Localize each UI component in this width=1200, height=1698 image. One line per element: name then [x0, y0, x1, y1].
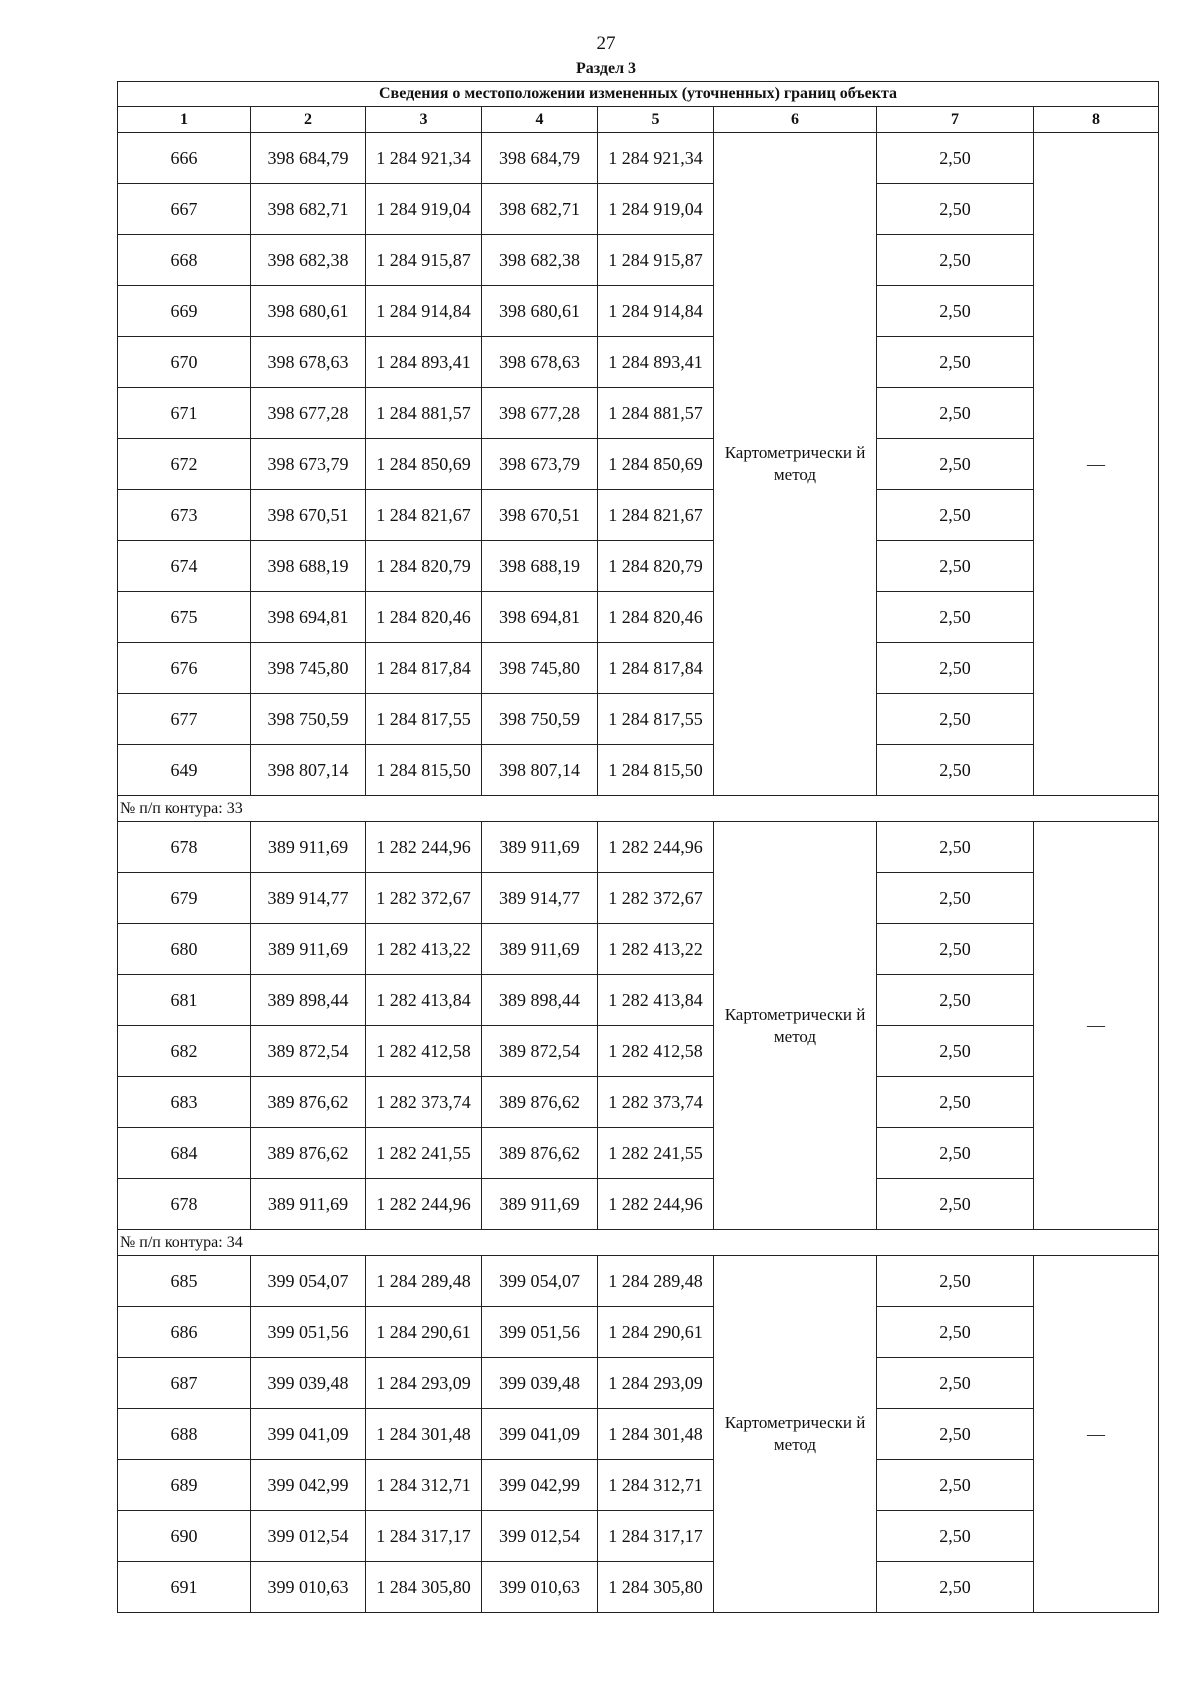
table-row	[118, 235, 1159, 286]
point-number-cell: 670	[118, 337, 251, 388]
x-new-cell: 398 684,79	[482, 133, 598, 184]
table-row	[118, 643, 1159, 694]
column-number-2: 2	[251, 107, 366, 133]
table-row	[118, 439, 1159, 490]
x-existing-cell: 399 012,54	[251, 1511, 366, 1562]
precision-cell: 2,50	[877, 1460, 1034, 1511]
column-number-1: 1	[118, 107, 251, 133]
contour-label: № п/п контура: 34	[118, 1230, 1159, 1256]
y-new-cell: 1 284 914,84	[598, 286, 714, 337]
y-existing-cell: 1 284 921,34	[366, 133, 482, 184]
x-new-cell: 399 012,54	[482, 1511, 598, 1562]
y-new-cell: 1 284 893,41	[598, 337, 714, 388]
point-number-cell: 687	[118, 1358, 251, 1409]
y-existing-cell: 1 284 305,80	[366, 1562, 482, 1613]
x-existing-cell: 399 010,63	[251, 1562, 366, 1613]
precision-cell: 2,50	[877, 975, 1034, 1026]
x-new-cell: 398 807,14	[482, 745, 598, 796]
table-row	[118, 745, 1159, 796]
x-new-cell: 398 688,19	[482, 541, 598, 592]
x-existing-cell: 389 911,69	[251, 822, 366, 873]
point-number-cell: 689	[118, 1460, 251, 1511]
x-existing-cell: 399 051,56	[251, 1307, 366, 1358]
point-number-cell: 674	[118, 541, 251, 592]
point-number-cell: 678	[118, 822, 251, 873]
x-existing-cell: 389 914,77	[251, 873, 366, 924]
y-existing-cell: 1 284 312,71	[366, 1460, 482, 1511]
table-row	[118, 1128, 1159, 1179]
precision-cell: 2,50	[877, 490, 1034, 541]
table-row	[118, 133, 1159, 184]
y-existing-cell: 1 282 244,96	[366, 1179, 482, 1230]
x-new-cell: 399 039,48	[482, 1358, 598, 1409]
x-existing-cell: 398 677,28	[251, 388, 366, 439]
point-number-cell: 680	[118, 924, 251, 975]
point-number-cell: 673	[118, 490, 251, 541]
y-new-cell: 1 284 817,55	[598, 694, 714, 745]
x-new-cell: 398 682,38	[482, 235, 598, 286]
contour-label-row	[118, 1230, 1159, 1256]
column-number-3: 3	[366, 107, 482, 133]
x-new-cell: 398 682,71	[482, 184, 598, 235]
y-existing-cell: 1 282 372,67	[366, 873, 482, 924]
y-existing-cell: 1 284 893,41	[366, 337, 482, 388]
y-new-cell: 1 284 817,84	[598, 643, 714, 694]
y-new-cell: 1 284 921,34	[598, 133, 714, 184]
precision-cell: 2,50	[877, 337, 1034, 388]
y-new-cell: 1 284 301,48	[598, 1409, 714, 1460]
precision-cell: 2,50	[877, 184, 1034, 235]
table-row	[118, 1026, 1159, 1077]
y-new-cell: 1 284 312,71	[598, 1460, 714, 1511]
table-row	[118, 975, 1159, 1026]
x-existing-cell: 399 054,07	[251, 1256, 366, 1307]
precision-cell: 2,50	[877, 822, 1034, 873]
y-new-cell: 1 282 412,58	[598, 1026, 714, 1077]
point-number-cell: 684	[118, 1128, 251, 1179]
precision-cell: 2,50	[877, 1562, 1034, 1613]
boundary-coordinates-table	[117, 81, 1159, 1613]
x-new-cell: 399 042,99	[482, 1460, 598, 1511]
table-caption: Сведения о местоположении измененных (уточненных) границ объекта	[118, 82, 1159, 107]
precision-cell: 2,50	[877, 873, 1034, 924]
y-existing-cell: 1 284 881,57	[366, 388, 482, 439]
column-number-8: 8	[1034, 107, 1159, 133]
x-existing-cell: 399 039,48	[251, 1358, 366, 1409]
y-existing-cell: 1 284 820,46	[366, 592, 482, 643]
y-existing-cell: 1 284 301,48	[366, 1409, 482, 1460]
table-row	[118, 388, 1159, 439]
x-new-cell: 389 911,69	[482, 822, 598, 873]
point-number-cell: 677	[118, 694, 251, 745]
x-existing-cell: 398 807,14	[251, 745, 366, 796]
point-number-cell: 667	[118, 184, 251, 235]
table-row	[118, 1409, 1159, 1460]
y-existing-cell: 1 284 914,84	[366, 286, 482, 337]
table-row	[118, 1256, 1159, 1307]
y-new-cell: 1 282 241,55	[598, 1128, 714, 1179]
y-existing-cell: 1 282 413,84	[366, 975, 482, 1026]
column-number-row	[118, 107, 1159, 133]
x-existing-cell: 399 041,09	[251, 1409, 366, 1460]
precision-cell: 2,50	[877, 1256, 1034, 1307]
x-new-cell: 398 694,81	[482, 592, 598, 643]
table-row	[118, 1077, 1159, 1128]
precision-cell: 2,50	[877, 439, 1034, 490]
precision-cell: 2,50	[877, 643, 1034, 694]
precision-cell: 2,50	[877, 133, 1034, 184]
x-existing-cell: 399 042,99	[251, 1460, 366, 1511]
y-existing-cell: 1 284 317,17	[366, 1511, 482, 1562]
x-existing-cell: 398 670,51	[251, 490, 366, 541]
y-existing-cell: 1 284 817,84	[366, 643, 482, 694]
y-existing-cell: 1 284 293,09	[366, 1358, 482, 1409]
precision-cell: 2,50	[877, 924, 1034, 975]
precision-cell: 2,50	[877, 694, 1034, 745]
point-number-cell: 675	[118, 592, 251, 643]
table-row	[118, 490, 1159, 541]
y-existing-cell: 1 284 815,50	[366, 745, 482, 796]
table-row	[118, 286, 1159, 337]
column-number-5: 5	[598, 107, 714, 133]
y-new-cell: 1 282 244,96	[598, 822, 714, 873]
y-existing-cell: 1 284 817,55	[366, 694, 482, 745]
note-cell: —	[1034, 133, 1159, 796]
point-number-cell: 681	[118, 975, 251, 1026]
table-row	[118, 1358, 1159, 1409]
precision-cell: 2,50	[877, 1026, 1034, 1077]
x-new-cell: 389 914,77	[482, 873, 598, 924]
x-existing-cell: 398 684,79	[251, 133, 366, 184]
precision-cell: 2,50	[877, 1128, 1034, 1179]
x-existing-cell: 389 911,69	[251, 1179, 366, 1230]
point-number-cell: 688	[118, 1409, 251, 1460]
point-number-cell: 682	[118, 1026, 251, 1077]
point-number-cell: 686	[118, 1307, 251, 1358]
y-new-cell: 1 284 289,48	[598, 1256, 714, 1307]
x-existing-cell: 398 678,63	[251, 337, 366, 388]
y-new-cell: 1 284 305,80	[598, 1562, 714, 1613]
method-cell: Картометрически й метод	[714, 822, 877, 1230]
x-new-cell: 389 898,44	[482, 975, 598, 1026]
table-row	[118, 694, 1159, 745]
x-existing-cell: 398 680,61	[251, 286, 366, 337]
point-number-cell: 691	[118, 1562, 251, 1613]
table-row	[118, 924, 1159, 975]
x-existing-cell: 389 876,62	[251, 1128, 366, 1179]
column-number-7: 7	[877, 107, 1034, 133]
x-existing-cell: 398 682,71	[251, 184, 366, 235]
table-row	[118, 184, 1159, 235]
precision-cell: 2,50	[877, 592, 1034, 643]
x-new-cell: 389 876,62	[482, 1128, 598, 1179]
x-new-cell: 389 872,54	[482, 1026, 598, 1077]
point-number-cell: 690	[118, 1511, 251, 1562]
y-new-cell: 1 284 290,61	[598, 1307, 714, 1358]
y-existing-cell: 1 284 915,87	[366, 235, 482, 286]
x-new-cell: 399 010,63	[482, 1562, 598, 1613]
table-row	[118, 1511, 1159, 1562]
method-cell: Картометрически й метод	[714, 1256, 877, 1613]
point-number-cell: 685	[118, 1256, 251, 1307]
x-existing-cell: 389 898,44	[251, 975, 366, 1026]
x-new-cell: 398 680,61	[482, 286, 598, 337]
x-existing-cell: 389 872,54	[251, 1026, 366, 1077]
table-row	[118, 592, 1159, 643]
point-number-cell: 683	[118, 1077, 251, 1128]
table-row	[118, 822, 1159, 873]
precision-cell: 2,50	[877, 1179, 1034, 1230]
y-new-cell: 1 284 915,87	[598, 235, 714, 286]
section-title: Раздел 3	[575, 60, 637, 77]
y-existing-cell: 1 282 244,96	[366, 822, 482, 873]
x-new-cell: 398 745,80	[482, 643, 598, 694]
point-number-cell: 676	[118, 643, 251, 694]
method-cell: Картометрически й метод	[714, 133, 877, 796]
point-number-cell: 672	[118, 439, 251, 490]
precision-cell: 2,50	[877, 286, 1034, 337]
point-number-cell: 671	[118, 388, 251, 439]
precision-cell: 2,50	[877, 1077, 1034, 1128]
point-number-cell: 669	[118, 286, 251, 337]
y-existing-cell: 1 282 413,22	[366, 924, 482, 975]
y-existing-cell: 1 282 412,58	[366, 1026, 482, 1077]
note-cell: —	[1034, 1256, 1159, 1613]
contour-label: № п/п контура: 33	[118, 796, 1159, 822]
y-existing-cell: 1 284 850,69	[366, 439, 482, 490]
x-existing-cell: 398 745,80	[251, 643, 366, 694]
y-existing-cell: 1 282 241,55	[366, 1128, 482, 1179]
table-row	[118, 1179, 1159, 1230]
x-existing-cell: 398 688,19	[251, 541, 366, 592]
point-number-cell: 666	[118, 133, 251, 184]
x-new-cell: 398 750,59	[482, 694, 598, 745]
x-new-cell: 399 054,07	[482, 1256, 598, 1307]
table-row	[118, 873, 1159, 924]
y-new-cell: 1 282 372,67	[598, 873, 714, 924]
page-number: 27	[596, 33, 616, 54]
x-new-cell: 398 677,28	[482, 388, 598, 439]
y-existing-cell: 1 282 373,74	[366, 1077, 482, 1128]
y-new-cell: 1 284 815,50	[598, 745, 714, 796]
precision-cell: 2,50	[877, 745, 1034, 796]
point-number-cell: 668	[118, 235, 251, 286]
x-new-cell: 398 673,79	[482, 439, 598, 490]
y-existing-cell: 1 284 821,67	[366, 490, 482, 541]
point-number-cell: 679	[118, 873, 251, 924]
y-new-cell: 1 282 413,22	[598, 924, 714, 975]
y-new-cell: 1 282 244,96	[598, 1179, 714, 1230]
x-new-cell: 389 911,69	[482, 924, 598, 975]
table-row	[118, 1307, 1159, 1358]
y-new-cell: 1 284 881,57	[598, 388, 714, 439]
table-body	[118, 133, 1159, 1613]
precision-cell: 2,50	[877, 1409, 1034, 1460]
precision-cell: 2,50	[877, 1358, 1034, 1409]
x-new-cell: 399 051,56	[482, 1307, 598, 1358]
table-row	[118, 337, 1159, 388]
note-cell: —	[1034, 822, 1159, 1230]
x-new-cell: 399 041,09	[482, 1409, 598, 1460]
column-number-6: 6	[714, 107, 877, 133]
y-new-cell: 1 284 919,04	[598, 184, 714, 235]
precision-cell: 2,50	[877, 541, 1034, 592]
y-new-cell: 1 284 821,67	[598, 490, 714, 541]
y-existing-cell: 1 284 290,61	[366, 1307, 482, 1358]
y-existing-cell: 1 284 289,48	[366, 1256, 482, 1307]
x-new-cell: 389 911,69	[482, 1179, 598, 1230]
y-new-cell: 1 284 293,09	[598, 1358, 714, 1409]
x-existing-cell: 389 876,62	[251, 1077, 366, 1128]
y-new-cell: 1 284 317,17	[598, 1511, 714, 1562]
x-existing-cell: 398 682,38	[251, 235, 366, 286]
point-number-cell: 649	[118, 745, 251, 796]
y-existing-cell: 1 284 919,04	[366, 184, 482, 235]
x-new-cell: 398 670,51	[482, 490, 598, 541]
y-new-cell: 1 284 820,46	[598, 592, 714, 643]
precision-cell: 2,50	[877, 388, 1034, 439]
y-new-cell: 1 284 850,69	[598, 439, 714, 490]
table-row	[118, 1562, 1159, 1613]
column-number-4: 4	[482, 107, 598, 133]
x-existing-cell: 398 750,59	[251, 694, 366, 745]
x-existing-cell: 398 673,79	[251, 439, 366, 490]
x-new-cell: 398 678,63	[482, 337, 598, 388]
point-number-cell: 678	[118, 1179, 251, 1230]
contour-label-row	[118, 796, 1159, 822]
table-row	[118, 1460, 1159, 1511]
y-existing-cell: 1 284 820,79	[366, 541, 482, 592]
y-new-cell: 1 282 413,84	[598, 975, 714, 1026]
precision-cell: 2,50	[877, 1511, 1034, 1562]
y-new-cell: 1 282 373,74	[598, 1077, 714, 1128]
precision-cell: 2,50	[877, 1307, 1034, 1358]
y-new-cell: 1 284 820,79	[598, 541, 714, 592]
x-new-cell: 389 876,62	[482, 1077, 598, 1128]
x-existing-cell: 398 694,81	[251, 592, 366, 643]
precision-cell: 2,50	[877, 235, 1034, 286]
table-row	[118, 541, 1159, 592]
x-existing-cell: 389 911,69	[251, 924, 366, 975]
